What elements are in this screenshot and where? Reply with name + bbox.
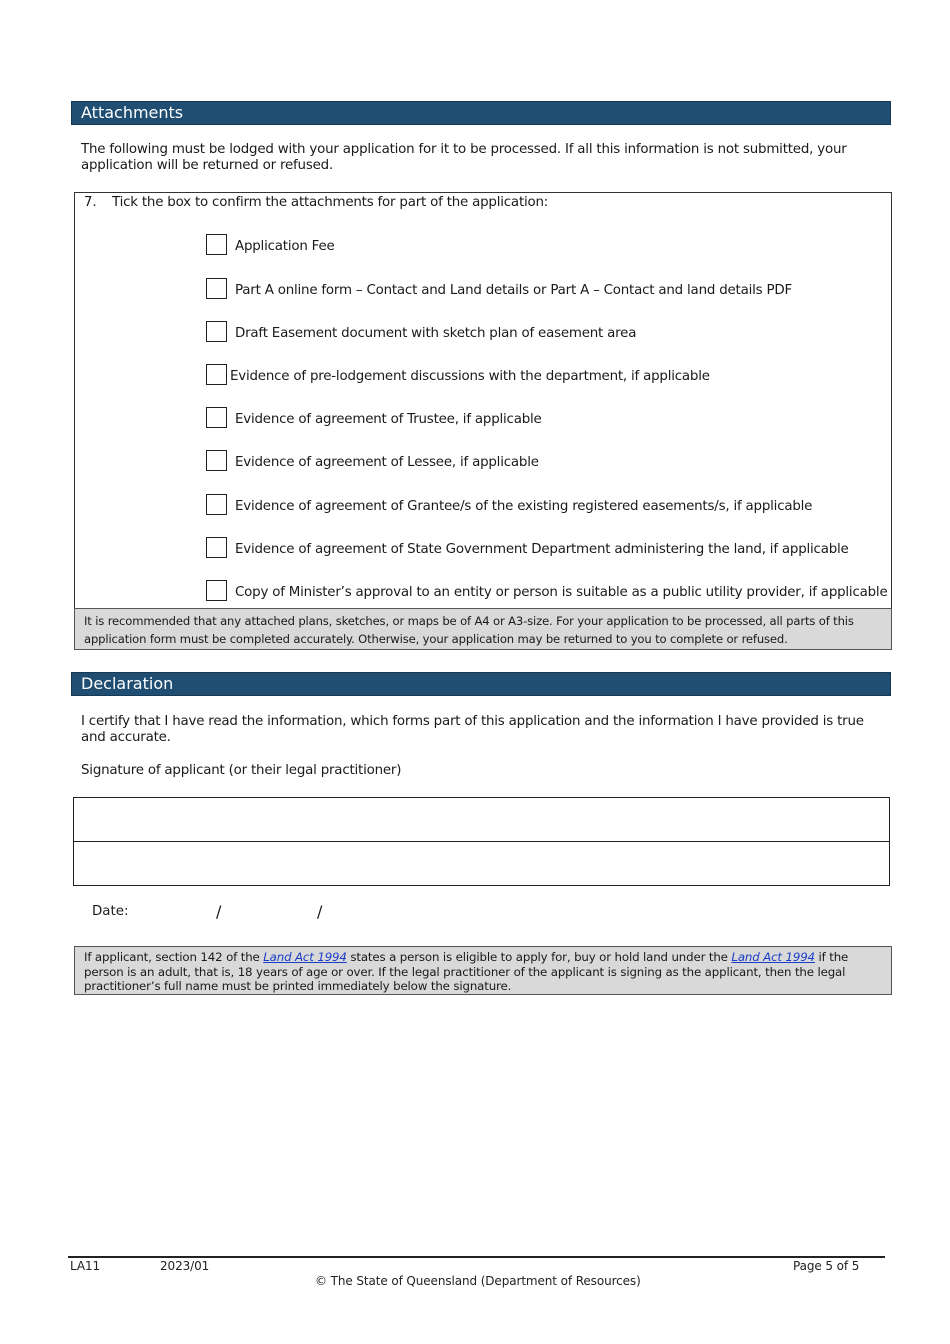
attachment-label: Application Fee [235, 239, 335, 254]
footer-divider [68, 1256, 885, 1258]
attachments-question-box [74, 192, 892, 608]
signature-table [73, 797, 890, 886]
attachment-label: Draft Easement document with sketch plan of easement area [235, 326, 637, 341]
attachments-note: It is recommended that any attached plans, sketches, or maps be of A4 or A3-size. For your application to be processed, all parts of this application form must be completed accurately. Otherwise, your application may be returned to you to complete or refused. [74, 608, 892, 650]
attachment-label: Evidence of agreement of Lessee, if applicable [235, 455, 539, 470]
attachment-label: Copy of Minister’s approval to an entity or person is suitable as a public utility provider, if applicable [235, 585, 888, 600]
signature-label: Signature of applicant (or their legal practitioner) [81, 763, 402, 778]
form-version: 2023/01 [160, 1259, 210, 1273]
page-number: Page 5 of 5 [793, 1259, 860, 1273]
name-field[interactable] [74, 842, 889, 886]
declaration-certify-text: I certify that I have read the information, which forms part of this application and the information I have provided is true and accurate. [81, 714, 864, 745]
attachment-checkbox[interactable] [206, 450, 227, 471]
form-code: LA11 [70, 1259, 101, 1273]
attachment-checkbox[interactable] [206, 234, 227, 255]
attachments-intro: The following must be lodged with your application for it to be processed. If all this information is not submitted, your application will be returned or refused. [81, 142, 847, 173]
attachment-label: Evidence of agreement of Trustee, if applicable [235, 412, 542, 427]
attachment-label: Evidence of pre-lodgement discussions with the department, if applicable [230, 369, 710, 384]
land-act-link[interactable]: Land Act 1994 [731, 950, 815, 964]
note-text: states a person is eligible to apply for, buy or hold land under the [346, 950, 732, 964]
attachment-label: Evidence of agreement of Grantee/s of the existing registered easements/s, if applicable [235, 499, 813, 514]
land-act-link[interactable]: Land Act 1994 [263, 950, 347, 964]
copyright: © The State of Queensland (Department of Resources) [315, 1274, 641, 1288]
declaration-note [74, 946, 892, 995]
attachment-checkbox[interactable] [206, 321, 227, 342]
attachments-header: Attachments [71, 101, 891, 125]
question-7 [84, 195, 548, 210]
attachment-item[interactable] [206, 318, 636, 342]
question-number: 7. [84, 195, 97, 210]
attachment-item[interactable] [206, 275, 792, 299]
attachment-checkbox[interactable] [206, 278, 227, 299]
attachment-item[interactable] [206, 491, 812, 515]
note-text: If applicant, section 142 of the [84, 950, 264, 964]
attachment-label: Evidence of agreement of State Government Department administering the land, if applicable [235, 542, 849, 557]
attachment-item[interactable] [206, 577, 887, 601]
date-label: Date: [92, 904, 129, 919]
attachment-checkbox[interactable] [206, 537, 227, 558]
declaration-header: Declaration [71, 672, 891, 696]
attachment-checkbox[interactable] [206, 580, 227, 601]
attachment-checkbox[interactable] [206, 407, 227, 428]
signature-field[interactable] [74, 798, 889, 842]
date-separator: / [317, 902, 323, 921]
question-text: Tick the box to confirm the attachments for part of the application: [112, 195, 549, 210]
attachment-item[interactable] [206, 534, 849, 558]
note-text: if the person is an adult, that is, 18 years of age or over. If the legal practitioner of the applicant is signing as the applicant, then the legal practitioner’s full name must be printed immediately below the signature. [84, 950, 849, 993]
attachment-checkbox[interactable] [206, 364, 227, 385]
attachment-item[interactable] [206, 231, 335, 255]
attachment-item[interactable] [206, 361, 710, 385]
date-separator: / [216, 902, 222, 921]
attachment-label: Part A online form – Contact and Land details or Part A – Contact and land details PDF [235, 283, 792, 298]
attachment-checkbox[interactable] [206, 494, 227, 515]
attachment-item[interactable] [206, 404, 542, 428]
attachment-item[interactable] [206, 447, 539, 471]
